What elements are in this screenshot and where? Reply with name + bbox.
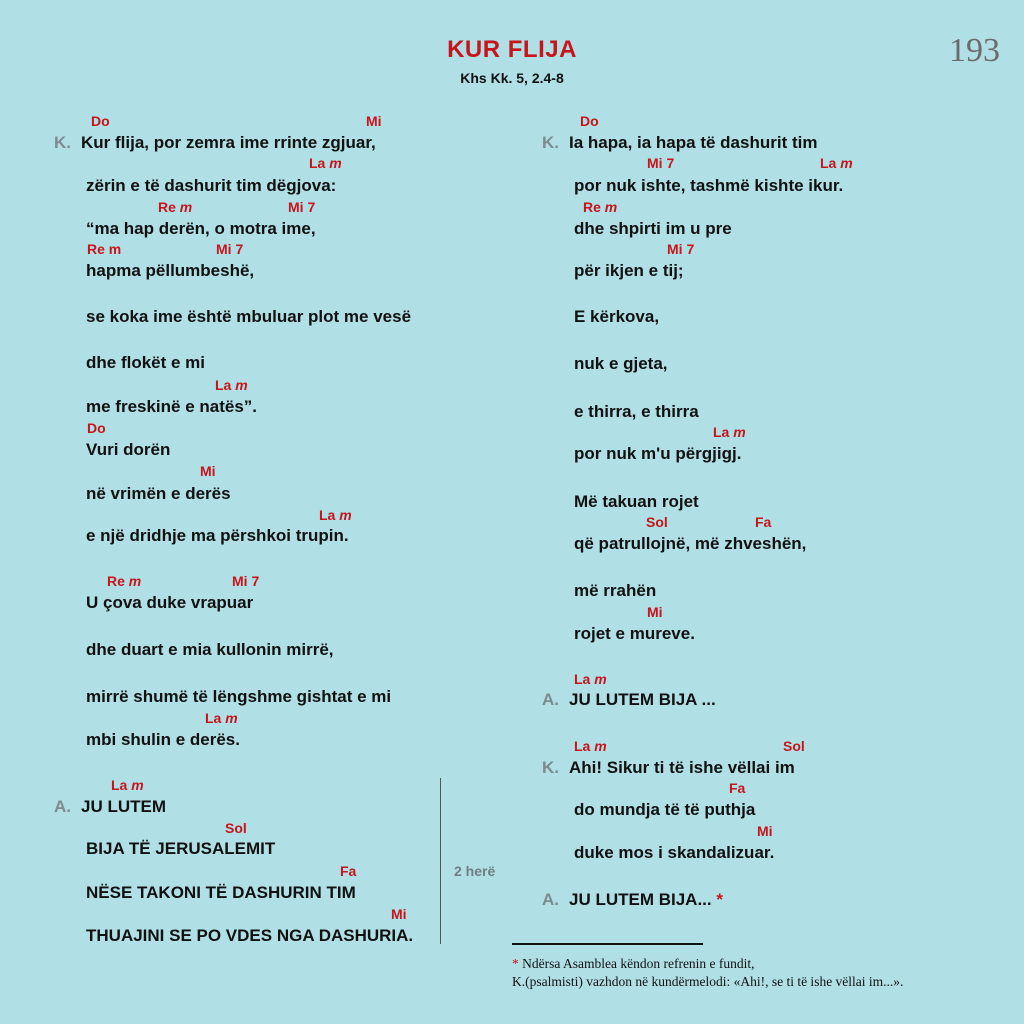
lyric-line: rojet e mureve. <box>574 624 695 643</box>
lyric-line: se koka ime është mbuluar plot me vesë <box>86 307 412 326</box>
lyric-line: zërin e të dashurit tim dëgjova: <box>86 176 337 195</box>
chord: Mi 7 <box>288 199 316 215</box>
chord: Mi <box>757 823 773 839</box>
lyric-line: por nuk m'u përgjigj. <box>574 444 742 463</box>
footnote-line: K.(psalmisti) vazhdon në kundërmelodi: «Ahi!, se ti të ishe vëllai im...». <box>512 974 904 989</box>
lyric-line: do mundja të të puthja <box>574 800 756 819</box>
chord: La m <box>309 155 342 171</box>
chord: Fa <box>729 780 746 796</box>
lyric-line: Kur flija, por zemra ime rrinte zgjuar, <box>81 133 376 152</box>
lyric-line: duke mos i skandalizuar. <box>574 843 775 862</box>
chord: Mi 7 <box>647 155 675 171</box>
lyric-line: por nuk ishte, tashmë kishte ikur. <box>574 176 844 195</box>
role-label-a: A. <box>54 797 71 816</box>
lyric-line: që patrullojnë, më zhveshën, <box>574 534 807 553</box>
lyric-line: dhe duart e mia kullonin mirrë, <box>86 640 334 659</box>
chord: La m <box>820 155 853 171</box>
lyric-line: më rrahën <box>574 581 657 600</box>
lyric-line: e një dridhje ma përshkoi trupin. <box>86 526 349 545</box>
lyric-line: hapma pëllumbeshë, <box>86 261 255 280</box>
lyric-line: Vuri dorën <box>86 440 171 459</box>
lyric-line: U çova duke vrapuar <box>86 593 254 612</box>
lyric-line: mirrë shumë të lëngshme gishtat e mi <box>86 687 392 706</box>
lyric-line: me freskinë e natës”. <box>86 397 258 416</box>
chord: La m <box>713 424 746 440</box>
chord: Sol <box>646 514 668 530</box>
chord: Fa <box>340 863 357 879</box>
refrain-line: THUAJINI SE PO VDES NGA DASHURIA. <box>86 926 414 945</box>
lyric-line: dhe shpirti im u pre <box>574 219 732 238</box>
scripture-reference: Khs Kk. 5, 2.4-8 <box>460 70 564 86</box>
chord: La m <box>111 777 144 793</box>
chord: La m <box>574 738 607 754</box>
lyric-line: në vrimën e derës <box>86 484 231 503</box>
chord: La m <box>574 671 607 687</box>
role-label-k: K. <box>542 758 559 777</box>
chord: Sol <box>225 820 247 836</box>
repeat-bracket <box>440 778 441 944</box>
chord: Re m <box>107 573 142 589</box>
lyric-line: Ia hapa, ia hapa të dashurit tim <box>569 133 818 152</box>
lyric-line: mbi shulin e derës. <box>86 730 240 749</box>
chord: Re m <box>583 199 618 215</box>
chord: Do <box>580 113 599 129</box>
lyric-line: dhe flokët e mi <box>86 353 206 372</box>
lyric-line: e thirra, e thirra <box>574 402 699 421</box>
chord: Re m <box>87 241 122 257</box>
footnote-line: * Ndërsa Asamblea këndon refrenin e fundit, <box>512 956 755 971</box>
refrain-line: JU LUTEM BIJA ... <box>569 690 716 709</box>
footnote-rule <box>512 943 703 945</box>
role-label-a: A. <box>542 890 559 909</box>
song-title: KUR FLIJA <box>447 36 577 63</box>
chord: Re m <box>158 199 193 215</box>
refrain-line: JU LUTEM <box>81 797 166 816</box>
footnote-marker: * <box>716 890 723 909</box>
role-label-k: K. <box>54 133 71 152</box>
role-label-k: K. <box>542 133 559 152</box>
chord: Sol <box>783 738 805 754</box>
chord: Fa <box>755 514 772 530</box>
lyric-line: E kërkova, <box>574 307 660 326</box>
chord: La m <box>319 507 352 523</box>
lyric-line: Ahi! Sikur ti të ishe vëllai im <box>569 758 795 777</box>
lyric-line: nuk e gjeta, <box>574 354 668 373</box>
lyric-line: “ma hap derën, o motra ime, <box>86 219 316 238</box>
lyric-line: për ikjen e tij; <box>574 261 684 280</box>
refrain-line: BIJA TË JERUSALEMIT <box>86 839 276 858</box>
repeat-note: 2 herë <box>454 863 496 879</box>
chord: La m <box>205 710 238 726</box>
chord: Mi <box>200 463 216 479</box>
chord: Do <box>87 420 106 436</box>
refrain-line: JU LUTEM BIJA... * <box>569 890 723 909</box>
chord: La m <box>215 377 248 393</box>
refrain-line: NËSE TAKONI TË DASHURIN TIM <box>86 883 356 902</box>
chord: Mi 7 <box>667 241 695 257</box>
lyric-line: Më takuan rojet <box>574 492 699 511</box>
chord: Mi 7 <box>216 241 244 257</box>
chord: Do <box>91 113 110 129</box>
page-number: 193 <box>949 32 1000 69</box>
chord: Mi 7 <box>232 573 260 589</box>
chord: Mi <box>391 906 407 922</box>
chord: Mi <box>366 113 382 129</box>
role-label-a: A. <box>542 690 559 709</box>
chord: Mi <box>647 604 663 620</box>
